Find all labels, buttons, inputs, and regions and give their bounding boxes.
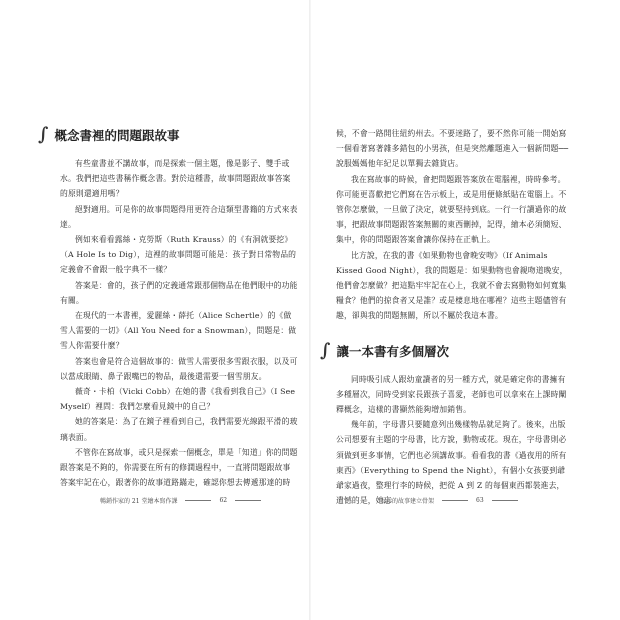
running-footer-title: 為你的故事建立骨架 [380,498,435,505]
footer-rule [185,500,211,501]
paragraph: 幾年前，字母書只要隨意列出幾樣物品就足夠了。後來，出版公司想要有主題的字母書，比方說，動物或花。現在，字母書則必須做到更多事情，它們也必須講故事。看看我的書《過夜用的所有東西》（Everything to Spend the Night），有個小女孩要到爺爺家過夜，整理行李的時候，把從 A 到 Z 的每個東西都裝進去，遺憾的是，她忘 [336,420,567,506]
running-footer-title: 暢銷作家的 21 堂繪本寫作課 [100,498,178,505]
right-page [310,0,620,620]
left-page-footer [100,496,261,505]
paragraph: 有些童書並不講故事，而是探索一個主題，像是影子、雙手或水。我們把這些書稱作概念書。對於這種書，故事問題跟故事答案的原則還適用嗎？ [60,159,291,199]
paragraph: 絕對適用。可是你的故事問題得用更符合這類型書籍的方式來表達。 [60,204,298,229]
paragraph: 在現代的一本書裡，愛麗絲・薛托（Alice Schertle）的《做雪人需要的一切》（All You Need for a Snowman），問題是：做雪人你需要什麼？ [60,311,297,351]
page-number: 62 [219,497,228,504]
right-page-footer [380,496,518,505]
section-heading-text: 概念書裡的問題跟故事 [54,128,180,143]
left-body-text [60,156,298,490]
paragraph: 不管你在寫故事，或只是探索一個概念，單是「知道」你的問題跟答案是不夠的，你需要在所有的修潤過程中，一直將問題跟故事答案牢記在心，跟著你的故事道路蹣走，確認你想去傳遞那達的時 [60,447,298,488]
section-heading-text: 讓一本書有多個層次 [336,344,449,359]
paragraph: 同時吸引成人跟幼童讀者的另一種方式，就是確定你的書擁有多種層次，同時受到家長跟孩子喜愛，老師也可以拿來在上課時闡釋概念，這樣的書顯然能夠增加銷售。 [336,374,567,415]
paragraph: 我在寫故事的時候，會把問題跟答案放在電腦裡，時時參考。你可能更喜歡把它們寫在告示板上，或是用便條紙貼在電腦上。不管你怎麼做，一旦做了決定，就要堅持到底。一行一行讀過你的故事，把跟故事問題跟答案無關的東西刪掉，記得，繪本必須簡短、集中，你的問題跟答案會讓你保持在正軌上。 [336,174,567,245]
footer-rule [235,500,261,501]
section-heading-concept-books [38,126,179,144]
section-mark-icon: ∫ [38,124,49,145]
footer-rule [492,500,518,501]
section-heading-layers [320,342,449,360]
section-mark-icon: ∫ [320,340,331,361]
paragraph: 候，不會一路開往紐約州去。不要迷路了，要不然你可能一開始寫一個看著寫著雜多錯包的小男孩，但是突然離題進入一個新問題──說服媽媽他年紀足以單獨去雜貨店。 [336,129,569,169]
paragraph: 薇奇・卡柏（Vicki Cobb）在她的書《我看到我自己》（I See Myself）裡問：我們怎麼看見鏡中的自己？ [60,387,296,412]
footer-rule [442,500,468,501]
page-number: 63 [476,497,484,504]
right-body-text [336,126,572,508]
paragraph: 答案是：會的，孩子們的定義通常跟那個物品在他們眼中的功能有關。 [60,280,298,305]
paragraph: 她的答案是：為了在鏡子裡看到自己，我們需要光線跟平滑的玻璃表面。 [60,417,298,442]
paragraph: 比方說，在我的書《如果動物也會晚安吻》（If Animals Kissed Good Night），我的問題是：如果動物也會親吻道晚安，他們會怎麼做？把這點牢牢記在心上，我就不會去寫動物如何寬集糧食？他們的掠食者又是誰？或是棲息地在哪裡？這些主題儘管有趣，卻與我的問題無關，所以不屬於我這本書。 [336,250,568,321]
paragraph: 答案也會是符合這個故事的：做雪人需要很多雪跟衣服，以及可以當成眼睛、鼻子跟嘴巴的物品，最後還需要一個雪朋友。 [60,356,298,381]
paragraph: 例如來看看露絲・克勞斯（Ruth Krauss）的《有洞就要挖》（A Hole Is to Dig），這裡的故事問題可能是：孩子對日常物品的定義會不會跟一般字典不一樣？ [60,235,297,275]
